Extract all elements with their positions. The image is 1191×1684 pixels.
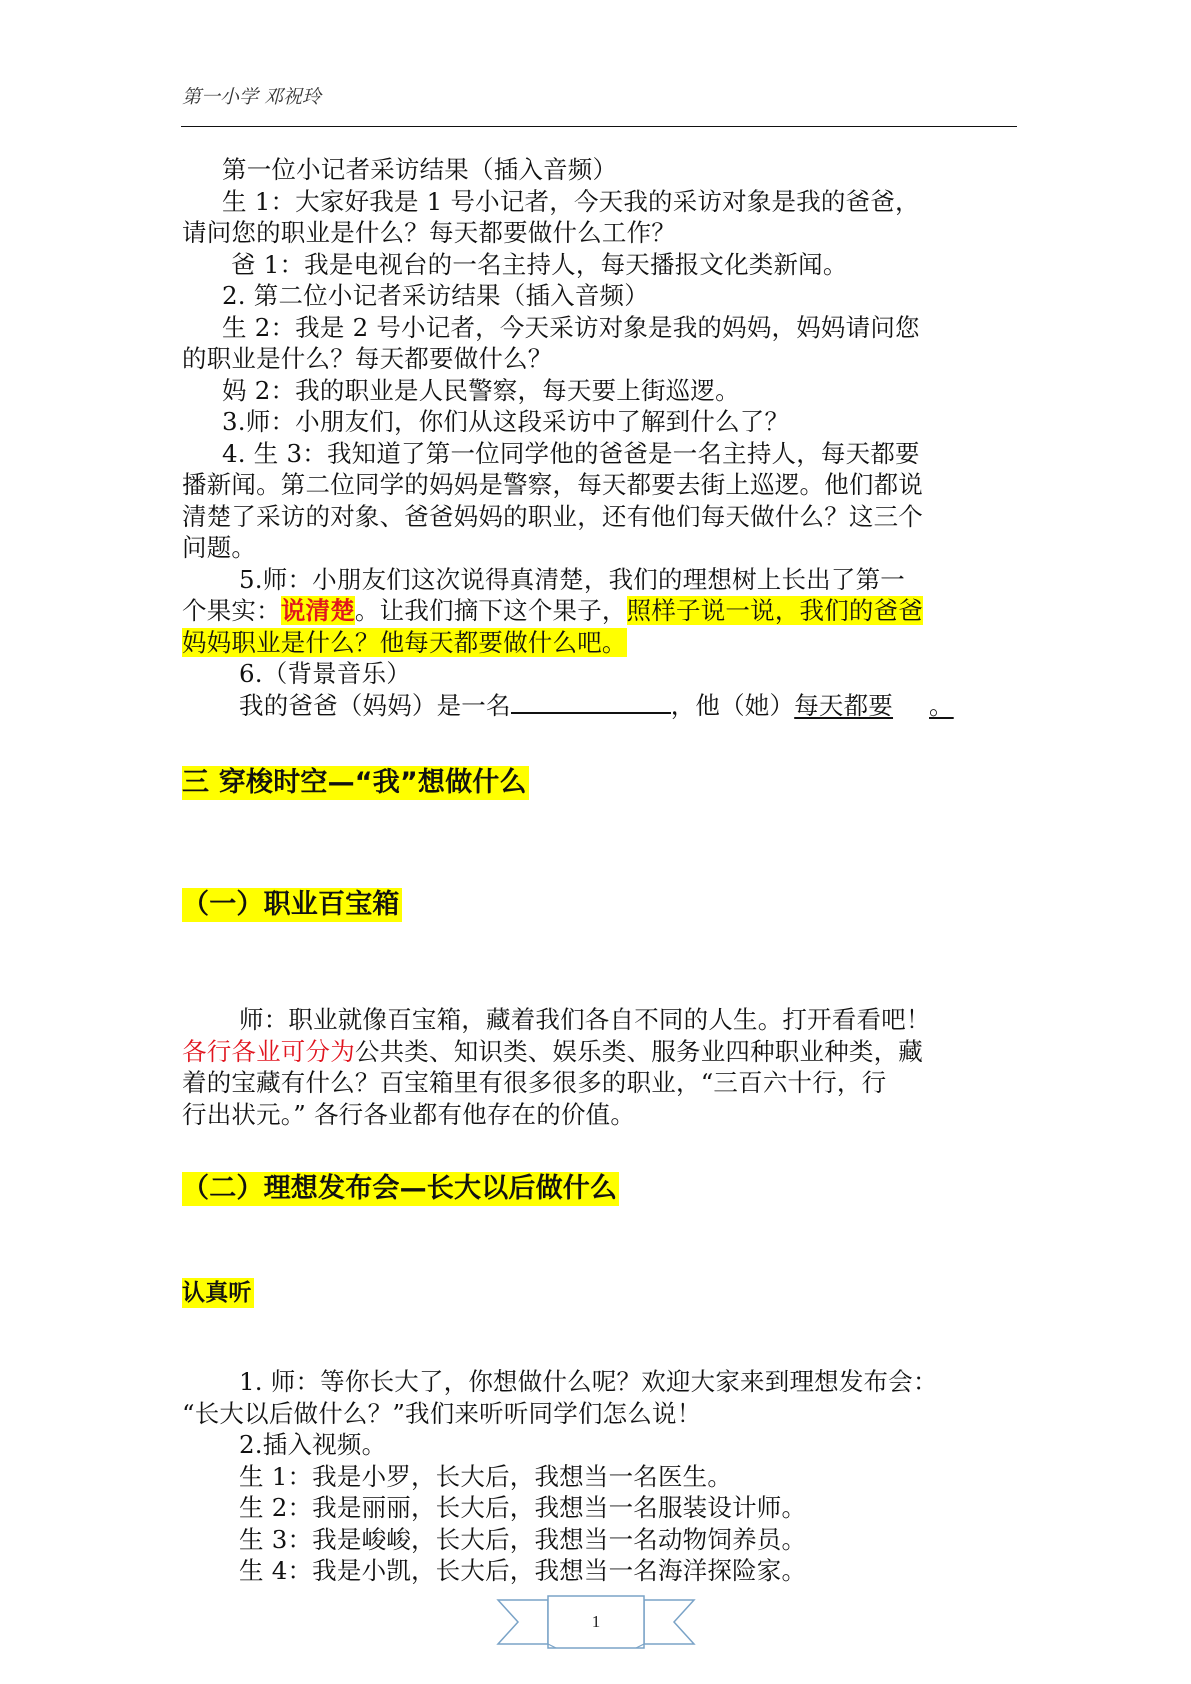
page-number: 1 <box>591 1612 601 1631</box>
text-run: 个果实： <box>182 596 281 625</box>
paragraph: 清楚了采访的对象、爸爸妈妈的职业，还有他们每天做什么？这三个 <box>182 501 923 531</box>
paragraph: 3.师：小朋友们，你们从这段采访中了解到什么了？ <box>222 407 790 436</box>
page-header: 第一小学 邓祝玲 <box>182 86 322 108</box>
header-rule <box>181 126 1017 127</box>
paragraph: 着的宝藏有什么？百宝箱里有很多很多的职业，“三百六十行，行 <box>182 1068 887 1097</box>
text-run: 公共类、知识类、娱乐类、服务业四种职业种类，藏 <box>354 1036 924 1066</box>
paragraph: 2. 第二位小记者采访结果（插入音频） <box>222 281 649 310</box>
text-run: 。让我们摘下这个果子， <box>354 596 627 625</box>
text-run: 我的爸爸（妈妈）是一名 <box>239 690 511 720</box>
paragraph: 生 2：我是丽丽，长大后，我想当一名服装设计师。 <box>239 1493 807 1522</box>
paragraph: 请问您的职业是什么？每天都要做什么工作？ <box>182 218 676 247</box>
fill-in-sentence <box>182 690 1016 722</box>
paragraph: 妈 2：我的职业是人民警察，每天要上街巡逻。 <box>222 375 740 405</box>
paragraph <box>182 1036 1016 1068</box>
paragraph: 第一位小记者采访结果（插入音频） <box>222 155 618 184</box>
subsection-heading: （一）职业百宝箱 <box>182 889 400 920</box>
paragraph: 生 2：我是 2 号小记者，今天采访对象是我的妈妈，妈妈请问您 <box>222 312 920 342</box>
sub-heading: 认真听 <box>182 1280 252 1306</box>
text-run: 每天都要 <box>794 690 894 720</box>
paragraph <box>182 627 1016 659</box>
underlined-text <box>794 691 954 720</box>
red-text: 各行各业可分为 <box>182 1036 355 1066</box>
paragraph: 2.插入视频。 <box>239 1430 387 1459</box>
paragraph: 生 4：我是小凯，长大后，我想当一名海洋探险家。 <box>239 1556 807 1585</box>
paragraph: 5.师：小朋友们这次说得真清楚，我们的理想树上长出了第一 <box>239 564 905 594</box>
paragraph: 爸 1：我是电视台的一名主持人，每天播报文化类新闻。 <box>231 249 848 279</box>
paragraph: 播新闻。第二位同学的妈妈是警察，每天都要去街上巡逻。他们都说 <box>182 470 923 499</box>
paragraph: 生 3：我是峻峻，长大后，我想当一名动物饲养员。 <box>239 1524 807 1554</box>
paragraph <box>182 595 1016 627</box>
subsection-heading: （二）理想发布会—长大以后做什么 <box>182 1173 618 1204</box>
section-heading: 三 穿梭时空—“我”想做什么 <box>182 767 527 798</box>
paragraph: 行出状元。” 各行各业都有他存在的价值。 <box>182 1099 636 1129</box>
paragraph: “长大以后做什么？”我们来听听同学们怎么说！ <box>182 1398 702 1428</box>
highlight-red-text: 说清楚 <box>280 596 355 625</box>
paragraph: 4. 生 3：我知道了第一位同学他的爸爸是一名主持人，每天都要 <box>222 438 920 468</box>
paragraph: 的职业是什么？每天都要做什么？ <box>182 344 553 373</box>
document-body <box>182 154 1016 1587</box>
highlight-text: 妈妈职业是什么？他每天都要做什么吧。 <box>182 627 627 657</box>
paragraph: 问题。 <box>182 533 257 562</box>
paragraph: 1. 师：等你长大了，你想做什么呢？欢迎大家来到理想发布会： <box>239 1367 938 1396</box>
paragraph: 生 1：大家好我是 1 号小记者，今天我的采访对象是我的爸爸， <box>222 186 920 216</box>
text-run: ，他（她） <box>670 690 795 720</box>
page-number-footer <box>496 1594 696 1650</box>
highlight-text: 照样子说一说，我们的爸爸 <box>626 596 924 625</box>
paragraph: 6.（背景音乐） <box>239 659 411 688</box>
text-run: 。 <box>929 690 954 720</box>
blank-line <box>511 690 671 714</box>
paragraph: 师：职业就像百宝箱，藏着我们各自不同的人生。打开看看吧！ <box>239 1005 931 1034</box>
paragraph: 生 1：我是小罗，长大后，我想当一名医生。 <box>239 1461 733 1491</box>
